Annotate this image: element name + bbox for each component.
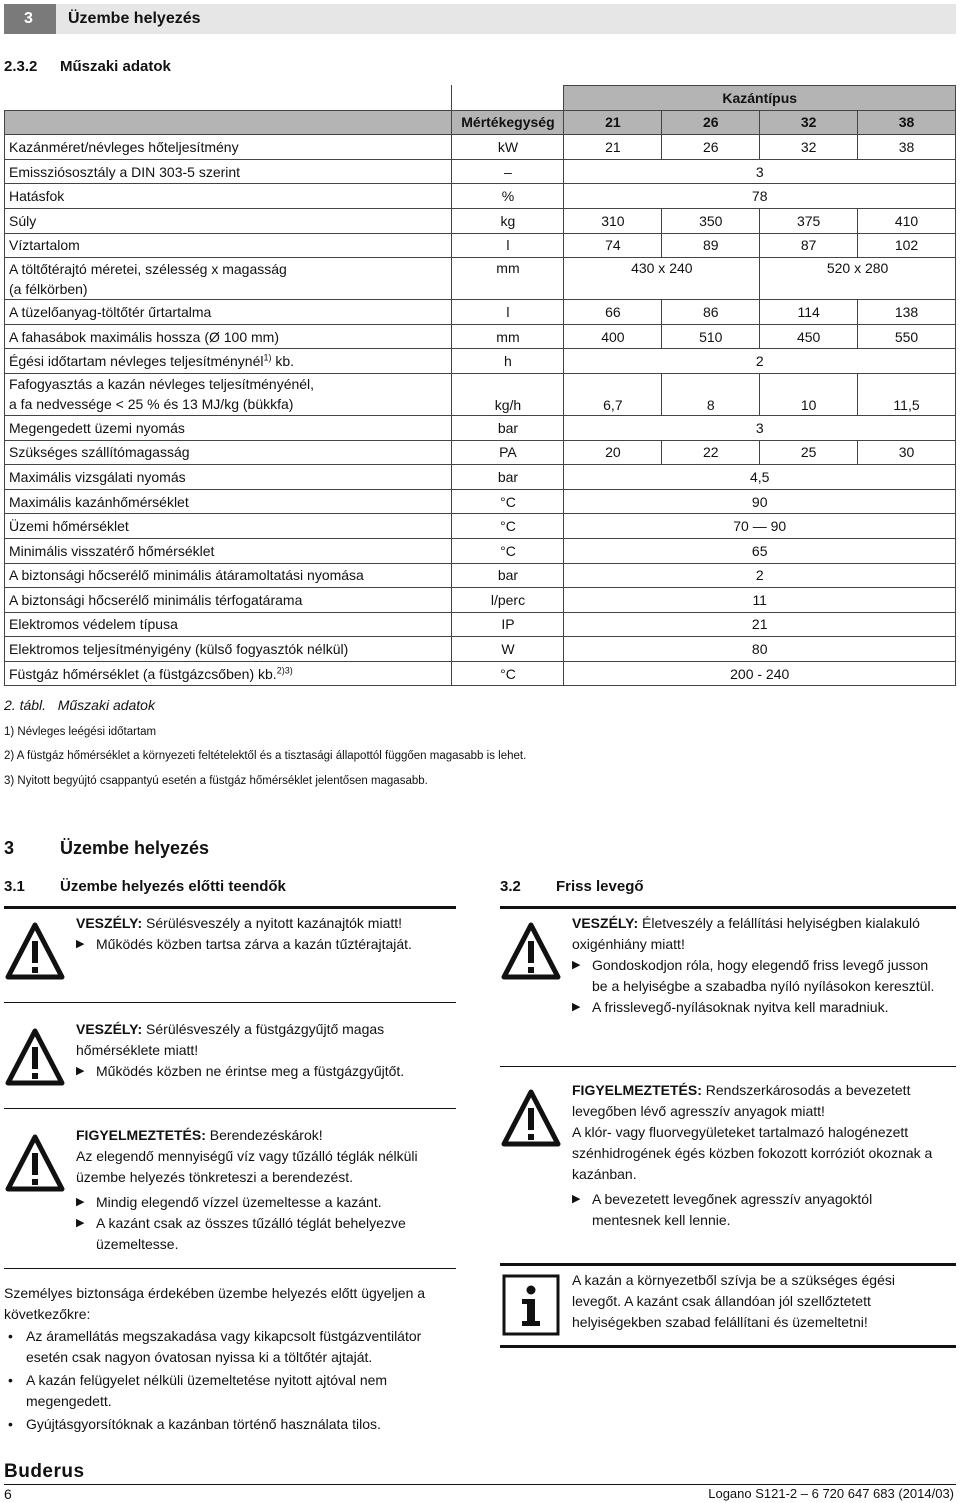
list-item: • Az áramellátás megszakadása vagy kikapcsolt füstgázventilátor esetén csak nagyon óvatosan nyissa ki a töltőtér ajtaját.: [8, 1328, 422, 1365]
row-label: [5, 415, 452, 440]
notice-step: Működés közben tartsa zárva a kazán tűztérajtaját.: [96, 936, 412, 952]
row-value: 375: [760, 208, 858, 233]
row-unit: mm: [452, 324, 564, 349]
row-label: [5, 661, 452, 686]
tech-heading-title: Műszaki adatok: [60, 58, 171, 75]
row-label: [5, 612, 452, 637]
row-label: [5, 233, 452, 258]
header-unit: Mértékegység: [452, 110, 564, 135]
row-unit: –: [452, 159, 564, 184]
safety-list: [4, 1326, 444, 1435]
table-row: [5, 159, 956, 184]
list-item: • A kazán felügyelet nélküli üzemeltetése nyitott ajtóval nem megengedett.: [8, 1372, 388, 1409]
subsection-32-title: Friss levegő: [556, 878, 644, 895]
arrow-icon: ▶: [76, 1217, 85, 1229]
table-row: [5, 588, 956, 613]
row-unit: bar: [452, 465, 564, 490]
row-value: 200 - 240: [564, 661, 956, 686]
warning-icon: [4, 1019, 66, 1094]
row-value: 38: [858, 135, 956, 160]
notice-paragraph: Az elegendő mennyiségű víz vagy tűzálló téglák nélküli üzembe helyezés tönkreteszi a berendezést.: [76, 1148, 418, 1185]
row-value: 102: [858, 233, 956, 258]
footnote-2: 2) A füstgáz hőmérséklet a környezeti feltételektől és a tisztasági állapottól függően magasabb is lehet.: [4, 750, 527, 762]
row-label: [5, 135, 452, 160]
row-value: 90: [564, 489, 956, 514]
notice-step: A bevezetett levegőnek agresszív anyagoktól mentesnek kell lennie.: [592, 1191, 873, 1228]
row-value: 11: [564, 588, 956, 613]
table-row: [5, 373, 956, 415]
notice-keyword: VESZÉLY:: [572, 915, 639, 931]
table-row: [5, 415, 956, 440]
subsection-31-heading: [4, 878, 286, 895]
notice-text: Rendszerkárosodás a bevezetett levegőben lévő agresszív anyagok miatt!: [572, 1082, 911, 1119]
row-label-text: A fahasábok maximális hossza (Ø 100 mm): [9, 328, 279, 345]
notice-info: [500, 1270, 956, 1345]
warning-icon: [4, 913, 66, 988]
chapter-title: Üzembe helyezés: [56, 4, 956, 34]
row-label-text: Elektromos teljesítményigény (külső fogyasztók nélkül): [9, 641, 349, 658]
row-label: [5, 258, 452, 300]
table-row: [5, 661, 956, 686]
row-value: 87: [760, 233, 858, 258]
list-item-text: A kazán felügyelet nélküli üzemeltetése nyitott ajtóval nem megengedett.: [26, 1372, 388, 1409]
table-row: [5, 135, 956, 160]
footnote-1: 1) Névleges leégési időtartam: [4, 726, 157, 738]
row-unit: %: [452, 184, 564, 209]
row-value: 21: [564, 612, 956, 637]
row-label-text: Kazánméret/névleges hőteljesítmény: [9, 138, 239, 155]
table-row: [5, 208, 956, 233]
row-value: 74: [564, 233, 662, 258]
notice-divider: [4, 1268, 456, 1269]
row-unit: mm: [452, 258, 564, 300]
row-label-text: Emissziósosztály a DIN 303-5 szerint: [9, 163, 241, 180]
subsection-31-number: 3.1: [4, 878, 25, 895]
section-number: 3: [4, 838, 15, 858]
row-value: 10: [760, 373, 858, 415]
list-item-text: Az áramellátás megszakadása vagy kikapcsolt füstgázventilátor esetén csak nagyon óvatosan nyissa ki a töltőtér ajtaját.: [26, 1328, 422, 1365]
row-value: 4,5: [564, 465, 956, 490]
header-boiler-type: Kazántípus: [564, 86, 956, 111]
table-header-row: [5, 110, 956, 135]
row-value: 510: [662, 324, 760, 349]
row-unit: l/perc: [452, 588, 564, 613]
table-caption-text: Műszaki adatok: [57, 697, 155, 713]
arrow-icon: ▶: [76, 1065, 85, 1077]
table-row: [5, 637, 956, 662]
table-caption-prefix: 2. tábl.: [4, 697, 47, 713]
row-label: [5, 349, 452, 374]
row-value: 410: [858, 208, 956, 233]
row-label-text: Szükséges szállítómagasság: [9, 444, 190, 461]
notice-step: A kazánt csak az összes tűzálló téglát behelyezve üzemeltesse.: [96, 1215, 406, 1252]
row-label-text: Megengedett üzemi nyomás: [9, 419, 185, 436]
notice-text: Sérülésveszély a nyitott kazánajtók miatt!: [142, 915, 403, 931]
row-value: 3: [564, 159, 956, 184]
notice-keyword: VESZÉLY:: [76, 1021, 143, 1037]
list-item-text: Gyújtásgyorsítóknak a kazánban történő használata tilos.: [26, 1416, 381, 1432]
table-row: [5, 324, 956, 349]
row-label: [5, 465, 452, 490]
notice-step: Működés közben ne érintse meg a füstgázgyűjtőt.: [96, 1063, 405, 1079]
row-label-text: Hatásfok: [9, 188, 65, 205]
section-heading: [4, 838, 209, 859]
row-value: 65: [564, 538, 956, 563]
section-title: Üzembe helyezés: [60, 838, 210, 858]
footer-rule: [4, 1484, 956, 1485]
row-value: 114: [760, 300, 858, 325]
row-unit: bar: [452, 415, 564, 440]
row-value: 2: [564, 563, 956, 588]
row-unit: °C: [452, 538, 564, 563]
row-value: 20: [564, 440, 662, 465]
row-label-text: A biztonsági hőcserélő minimális térfogatárama: [9, 591, 303, 608]
notice-paragraph: A klór- vagy fluorvegyületeket tartalmazó halogénezett szénhidrogének égés közben fokozott korróziót okoznak a kazánban.: [572, 1124, 933, 1182]
list-item: • Gyújtásgyorsítóknak a kazánban történő használata tilos.: [8, 1416, 381, 1432]
row-label: [5, 538, 452, 563]
warning-icon: [4, 1125, 66, 1255]
row-label-text: A töltőtérajtó méretei, szélesség x magasság: [9, 260, 287, 277]
row-label: [5, 324, 452, 349]
chapter-number: 3: [4, 4, 56, 34]
info-text: A kazán a környezetből szívja be a szükséges égési levegőt. A kazánt csak állandóan jól szellőztetett helyiségekben szabad felállítani és üzemeltetni!: [572, 1272, 895, 1330]
table-header-row: [5, 86, 956, 111]
row-unit: kg: [452, 208, 564, 233]
arrow-icon: ▶: [572, 1001, 581, 1013]
info-icon: [500, 1270, 562, 1345]
notice-keyword: FIGYELMEZTETÉS:: [76, 1127, 206, 1143]
table-row: [5, 563, 956, 588]
notice-rule: [500, 1345, 956, 1348]
header-blank: [452, 86, 564, 111]
notice-text: Életveszély a felállítási helyiségben kialakuló oxigénhiány miatt!: [572, 915, 920, 952]
row-label: [5, 440, 452, 465]
notice-danger-flue: [4, 1019, 456, 1094]
row-value: 8: [662, 373, 760, 415]
table-row: [5, 489, 956, 514]
arrow-icon: ▶: [76, 1196, 85, 1208]
row-unit: PA: [452, 440, 564, 465]
arrow-icon: ▶: [572, 1193, 581, 1205]
arrow-icon: ▶: [572, 959, 581, 971]
arrow-icon: ▶: [76, 938, 85, 950]
notice-keyword: FIGYELMEZTETÉS:: [572, 1082, 702, 1098]
subsection-32-number: 3.2: [500, 878, 521, 895]
row-value: 25: [760, 440, 858, 465]
table-row: [5, 612, 956, 637]
row-unit: l: [452, 300, 564, 325]
subsection-32-heading: [500, 878, 644, 895]
brand-logo: Buderus: [4, 1461, 85, 1482]
header-size: 26: [662, 110, 760, 135]
row-unit: l: [452, 233, 564, 258]
row-value: 550: [858, 324, 956, 349]
row-value: 26: [662, 135, 760, 160]
row-label: [5, 373, 452, 415]
table-row: [5, 514, 956, 539]
row-unit: °C: [452, 489, 564, 514]
row-value: 70 — 90: [564, 514, 956, 539]
row-label-text: A tüzelőanyag-töltőtér űrtartalma: [9, 303, 212, 320]
row-value: 400: [564, 324, 662, 349]
document-id: Logano S121-2 – 6 720 647 683 (2014/03): [708, 1486, 954, 1501]
subsection-31-title: Üzembe helyezés előtti teendők: [60, 878, 286, 895]
row-label-text: a fa nedvessége < 25 % és 13 MJ/kg (bükkfa): [9, 396, 294, 413]
row-value: 310: [564, 208, 662, 233]
row-value: 2: [564, 349, 956, 374]
table-row: [5, 465, 956, 490]
row-label: [5, 563, 452, 588]
row-label: [5, 300, 452, 325]
notice-text: Berendezéskárok!: [205, 1127, 323, 1143]
notice-divider: [4, 1108, 456, 1109]
notice-danger-doors: [4, 913, 456, 988]
row-value: 3: [564, 415, 956, 440]
row-value: 89: [662, 233, 760, 258]
row-value: 450: [760, 324, 858, 349]
row-unit: °C: [452, 661, 564, 686]
notice-divider: [500, 1066, 956, 1067]
notice-warning-air: [500, 1080, 956, 1231]
notice-divider: [4, 1002, 456, 1003]
row-label-text: (a félkörben): [9, 280, 88, 297]
row-label-text: Maximális kazánhőmérséklet: [9, 493, 189, 510]
row-value: 138: [858, 300, 956, 325]
row-label-text: Fafogyasztás a kazán névleges teljesítményénél,: [9, 376, 315, 393]
tech-data-table: [4, 85, 956, 686]
row-label-text: Égési időtartam névleges teljesítménynél: [9, 353, 264, 370]
table-row: [5, 233, 956, 258]
row-unit: IP: [452, 612, 564, 637]
row-unit: h: [452, 349, 564, 374]
footnote-ref: 1): [263, 352, 272, 363]
row-label: [5, 489, 452, 514]
chapter-band: [4, 4, 956, 34]
row-label: [5, 588, 452, 613]
row-unit: °C: [452, 514, 564, 539]
table-row: [5, 349, 956, 374]
row-label-text: A biztonsági hőcserélő minimális átáramoltatási nyomása: [9, 567, 364, 584]
footnote-3: 3) Nyitott begyújtó csappantyú esetén a füstgáz hőmérséklet jelentősen magasabb.: [4, 775, 428, 787]
footnote-ref: 2)3): [276, 665, 293, 676]
notice-keyword: VESZÉLY:: [76, 915, 143, 931]
notice-step: Gondoskodjon róla, hogy elegendő friss levegő jusson be a helyiségbe a szabadba nyíló nyílásokon keresztül.: [592, 957, 935, 994]
notice-step: Mindig elegendő vízzel üzemeltesse a kazánt.: [96, 1194, 382, 1210]
row-value: 80: [564, 637, 956, 662]
warning-icon: [500, 913, 562, 1018]
row-label-text: Maximális vizsgálati nyomás: [9, 468, 186, 485]
table-row: [5, 300, 956, 325]
header-size: 21: [564, 110, 662, 135]
row-label-text: Súly: [9, 212, 37, 229]
row-label: [5, 208, 452, 233]
safety-intro: Személyes biztonsága érdekében üzembe helyezés előtt ügyeljen a következőkre:: [4, 1285, 426, 1322]
row-label: [5, 184, 452, 209]
tech-heading: [4, 58, 171, 75]
header-size: 38: [858, 110, 956, 135]
row-label-text: Üzemi hőmérséklet: [9, 518, 129, 535]
row-unit: kW: [452, 135, 564, 160]
row-unit: bar: [452, 563, 564, 588]
row-value: 66: [564, 300, 662, 325]
notice-text: Sérülésveszély a füstgázgyűjtő magas hőmérséklete miatt!: [76, 1021, 385, 1058]
row-value: 11,5: [858, 373, 956, 415]
header-blank: [5, 86, 452, 111]
row-value: 520 x 280: [760, 258, 956, 300]
row-value: 22: [662, 440, 760, 465]
table-row: [5, 440, 956, 465]
notice-rule: [4, 906, 456, 909]
header-blank: [5, 110, 452, 135]
notice-danger-oxygen: [500, 913, 956, 1018]
row-value: 6,7: [564, 373, 662, 415]
row-value: 30: [858, 440, 956, 465]
row-value: 32: [760, 135, 858, 160]
row-value: 350: [662, 208, 760, 233]
row-label-text: Füstgáz hőmérséklet (a füstgázcsőben) kb.: [9, 665, 277, 682]
table-row: [5, 258, 956, 300]
row-value: 430 x 240: [564, 258, 760, 300]
row-unit: kg/h: [452, 373, 564, 415]
table-caption: [4, 697, 155, 713]
row-label-text: Elektromos védelem típusa: [9, 616, 178, 633]
row-label: [5, 514, 452, 539]
notice-step: A frisslevegő-nyílásoknak nyitva kell maradniuk.: [592, 999, 889, 1015]
row-value: 78: [564, 184, 956, 209]
row-label-text: Víztartalom: [9, 237, 80, 254]
notice-warning-equipment: [4, 1125, 456, 1255]
row-label: [5, 159, 452, 184]
row-label: [5, 637, 452, 662]
header-size: 32: [760, 110, 858, 135]
warning-icon: [500, 1080, 562, 1231]
row-unit: W: [452, 637, 564, 662]
tech-heading-number: 2.3.2: [4, 58, 38, 75]
notice-rule: [500, 1263, 956, 1266]
table-row: [5, 184, 956, 209]
row-value: 86: [662, 300, 760, 325]
page-number: 6: [4, 1486, 12, 1502]
notice-rule: [500, 906, 956, 909]
row-label-suffix: kb.: [271, 353, 295, 370]
table-row: [5, 538, 956, 563]
row-label-text: Minimális visszatérő hőmérséklet: [9, 542, 215, 559]
row-value: 21: [564, 135, 662, 160]
